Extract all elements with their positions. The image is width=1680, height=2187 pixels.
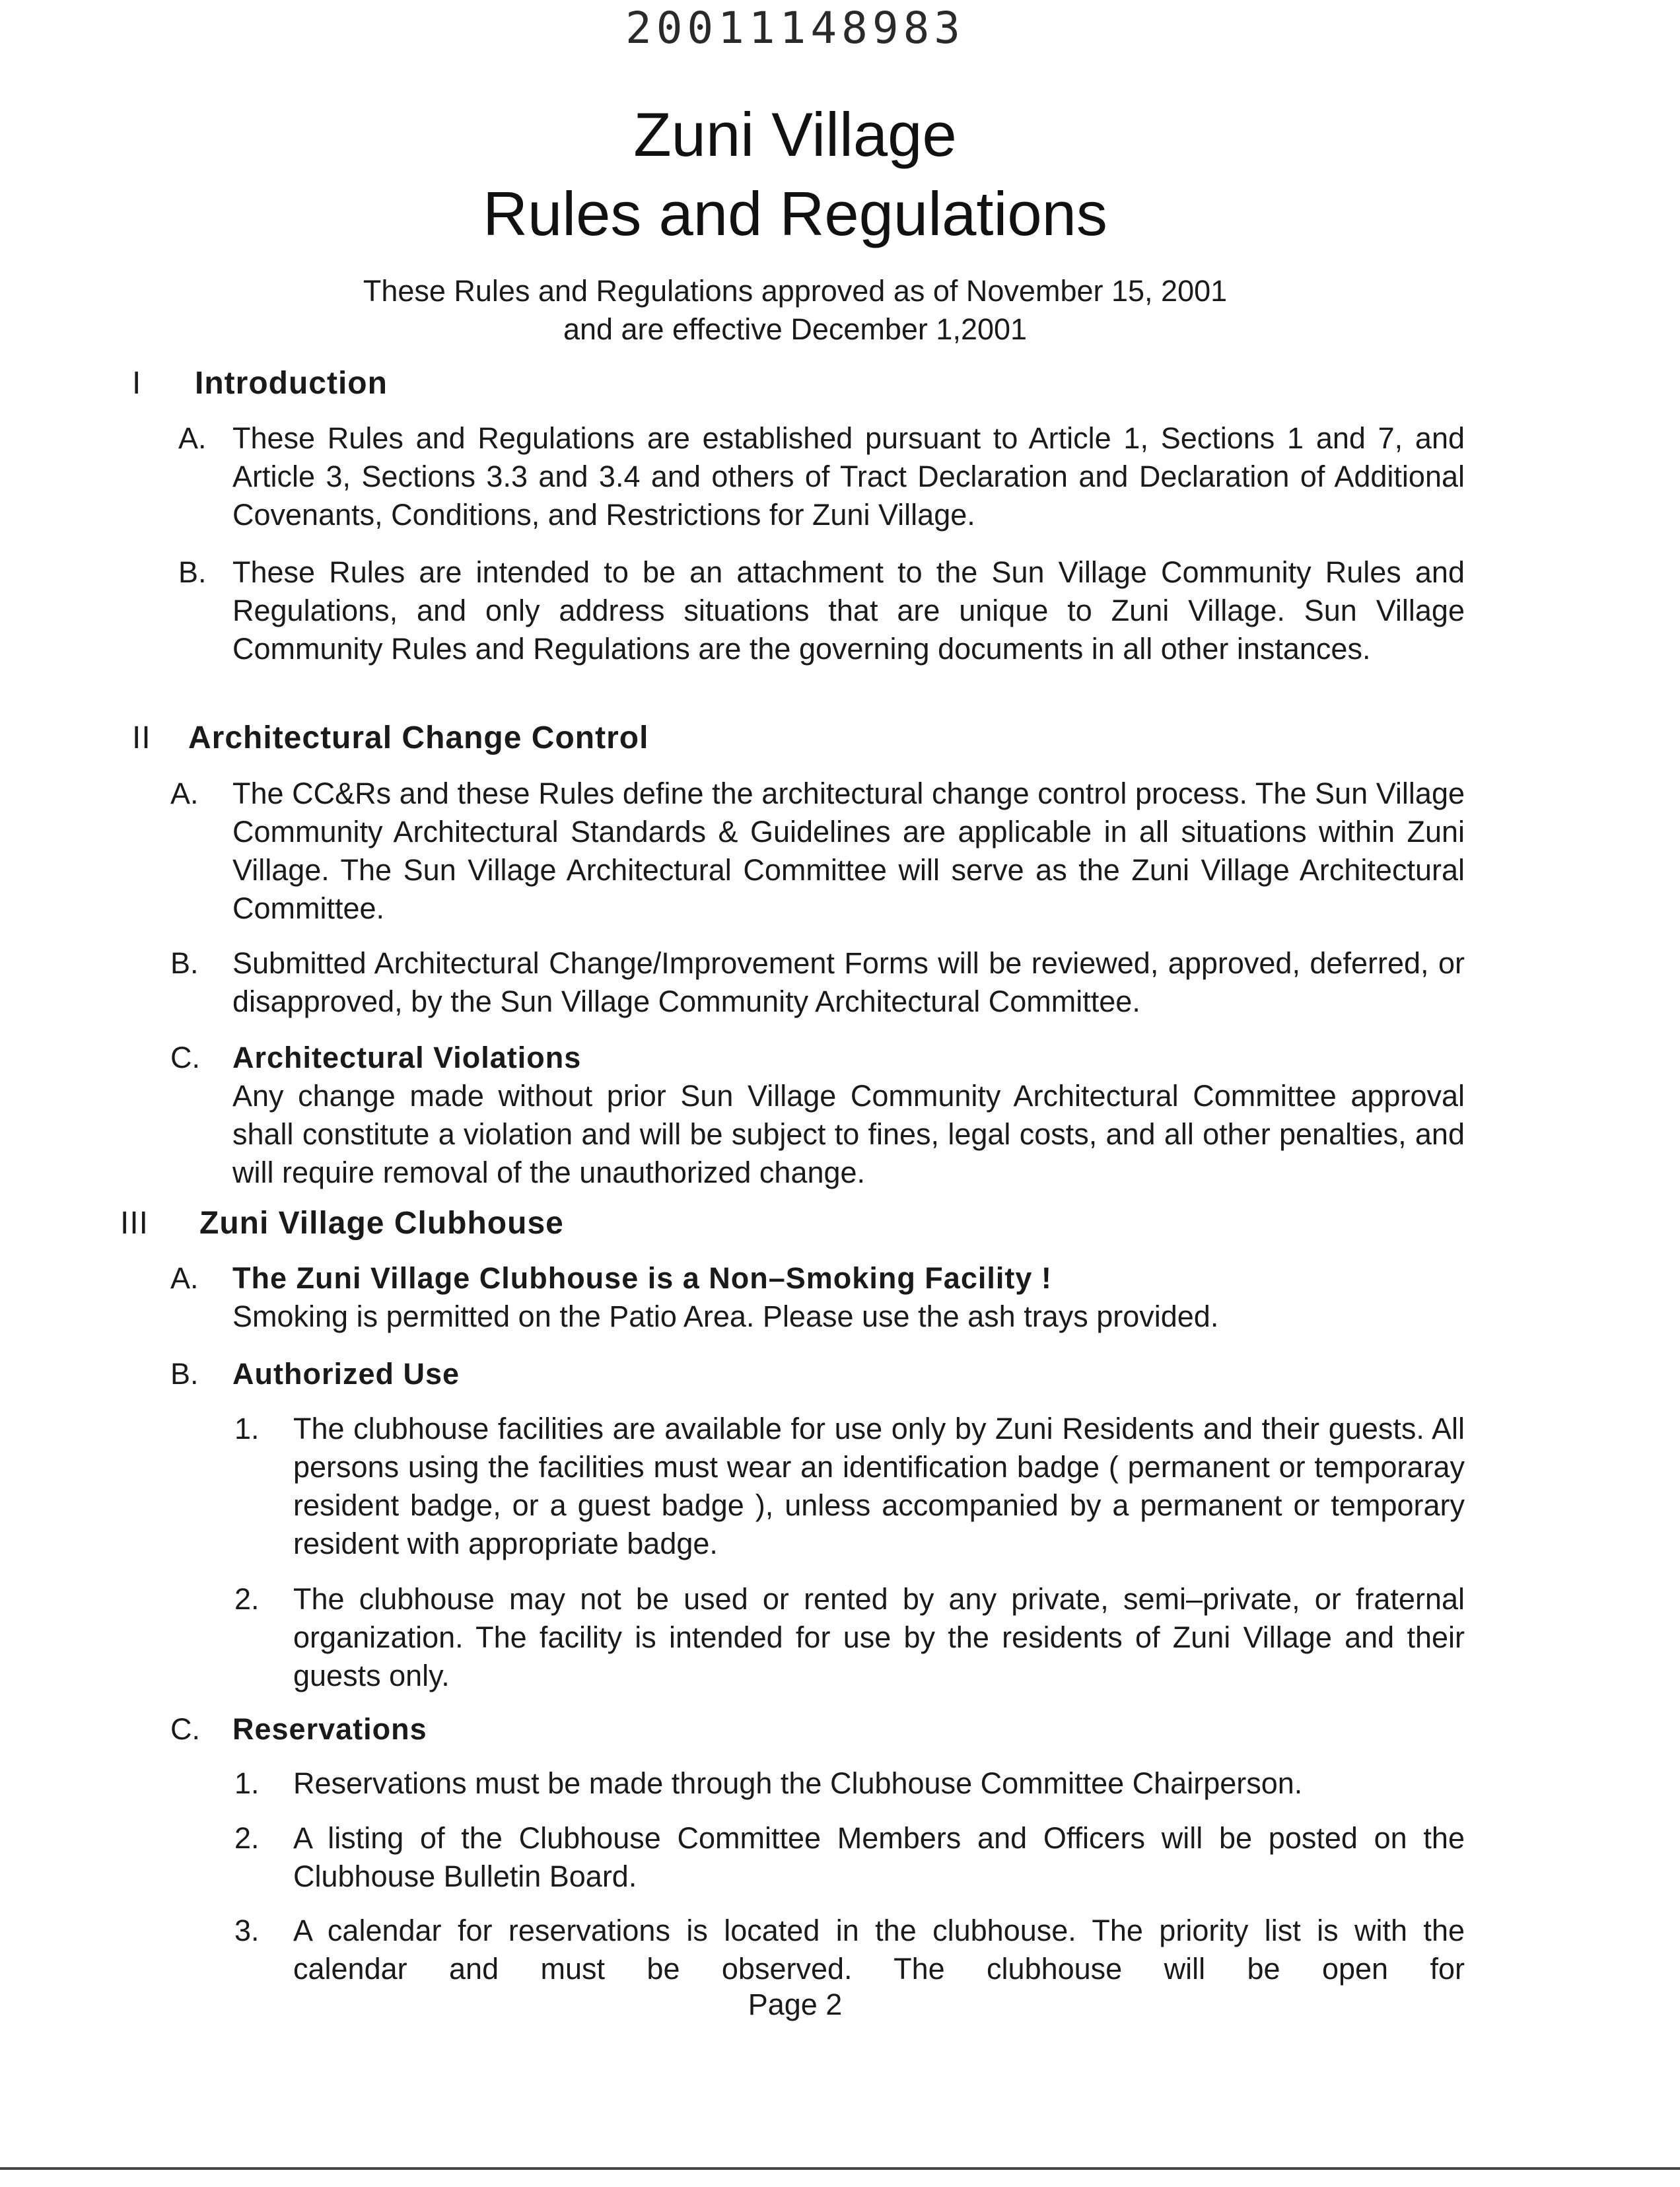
- page-title: Zuni Village: [633, 100, 957, 169]
- paragraph-3b2: The clubhouse may not be used or rented by any private, semi–private, or fraternal organization. The facility is intended for use by the residents of Zuni Village and their guests only.: [293, 1582, 1465, 1692]
- page-subtitle: Rules and Regulations: [483, 179, 1107, 248]
- section-1-heading: [132, 365, 388, 401]
- item-label: C.: [170, 1041, 200, 1074]
- page-number: Page 2: [748, 1988, 843, 2021]
- item-number: 1.: [234, 1766, 260, 1800]
- paragraph-2a: The CC&Rs and these Rules define the architectural change control process. The Sun Village Community Architectural Standards & Guidelines are applicable in all situations within Zuni Village. The Sun Village Architectural Committee will serve as the Zuni Village Architectural Committee.: [232, 777, 1465, 925]
- item-label: C.: [170, 1712, 200, 1746]
- section-3-heading: [120, 1205, 564, 1241]
- bottom-rule: [0, 2167, 1680, 2170]
- item-number: 3.: [234, 1914, 260, 1947]
- item-number: 2.: [234, 1821, 260, 1855]
- subheading-reservations: Reservations: [232, 1712, 427, 1746]
- paragraph-3b1: The clubhouse facilities are available for use only by Zuni Residents and their guests. All persons using the facilities must wear an identification badge ( permanent or temporaray resident badge, or a guest badge ), unless accompanied by a permanent or temporary resident with appropriate badge.: [293, 1412, 1465, 1560]
- approval-note: [0, 272, 1590, 349]
- paragraph-3a: Smoking is permitted on the Patio Area. Please use the ash trays provided.: [232, 1300, 1219, 1333]
- subheading-architectural-violations: Architectural Violations: [232, 1041, 582, 1074]
- section-title: Architectural Change Control: [188, 720, 649, 755]
- section-number: III: [120, 1206, 149, 1241]
- item-label: B.: [170, 1357, 199, 1391]
- item-number: 2.: [234, 1582, 260, 1616]
- approval-line-2: and are effective December 1,2001: [563, 312, 1028, 346]
- item-label: B.: [178, 555, 207, 589]
- item-label: A.: [178, 421, 207, 455]
- item-number: 1.: [234, 1412, 260, 1445]
- paragraph-2c: Any change made without prior Sun Village Community Architectural Committee approval shall constitute a violation and will be subject to fines, legal costs, and all other penalties, and will require removal of the unauthorized change.: [232, 1079, 1465, 1189]
- item-label: A.: [170, 777, 199, 810]
- paragraph-1a: These Rules and Regulations are established pursuant to Article 1, Sections 1 and 7, and Article 3, Sections 3.3 and 3.4 and others of Tract Declaration and Declaration of Additional Covenants, Conditions, and Restrictions for Zuni Village.: [232, 421, 1465, 532]
- subheading-non-smoking: The Zuni Village Clubhouse is a Non–Smoking Facility !: [232, 1261, 1052, 1295]
- paragraph-3c1: Reservations must be made through the Clubhouse Committee Chairperson.: [293, 1766, 1303, 1800]
- approval-line-1: These Rules and Regulations approved as of November 15, 2001: [363, 274, 1228, 308]
- paragraph-2b: Submitted Architectural Change/Improvement Forms will be reviewed, approved, deferred, or disapproved, by the Sun Village Community Architectural Committee.: [232, 946, 1465, 1018]
- paragraph-3c2: A listing of the Clubhouse Committee Members and Officers will be posted on the Clubhouse Bulletin Board.: [293, 1821, 1465, 1893]
- section-number: II: [132, 720, 151, 755]
- section-number: I: [132, 366, 142, 401]
- subheading-authorized-use: Authorized Use: [232, 1357, 460, 1391]
- section-title: Zuni Village Clubhouse: [199, 1206, 564, 1241]
- paragraph-1b: These Rules are intended to be an attachment to the Sun Village Community Rules and Regulations, and only address situations that are unique to Zuni Village. Sun Village Community Rules and Regulations are the governing documents in all other instances.: [232, 555, 1465, 666]
- item-label: B.: [170, 946, 199, 980]
- paragraph-3c3: A calendar for reservations is located in the clubhouse. The priority list is with the calendar and must be observed. The clubhouse will be open for: [293, 1914, 1465, 1986]
- section-title: Introduction: [195, 366, 388, 401]
- section-2-heading: [132, 720, 648, 756]
- item-label: A.: [170, 1261, 199, 1295]
- document-number: 2001114898​3: [625, 3, 965, 53]
